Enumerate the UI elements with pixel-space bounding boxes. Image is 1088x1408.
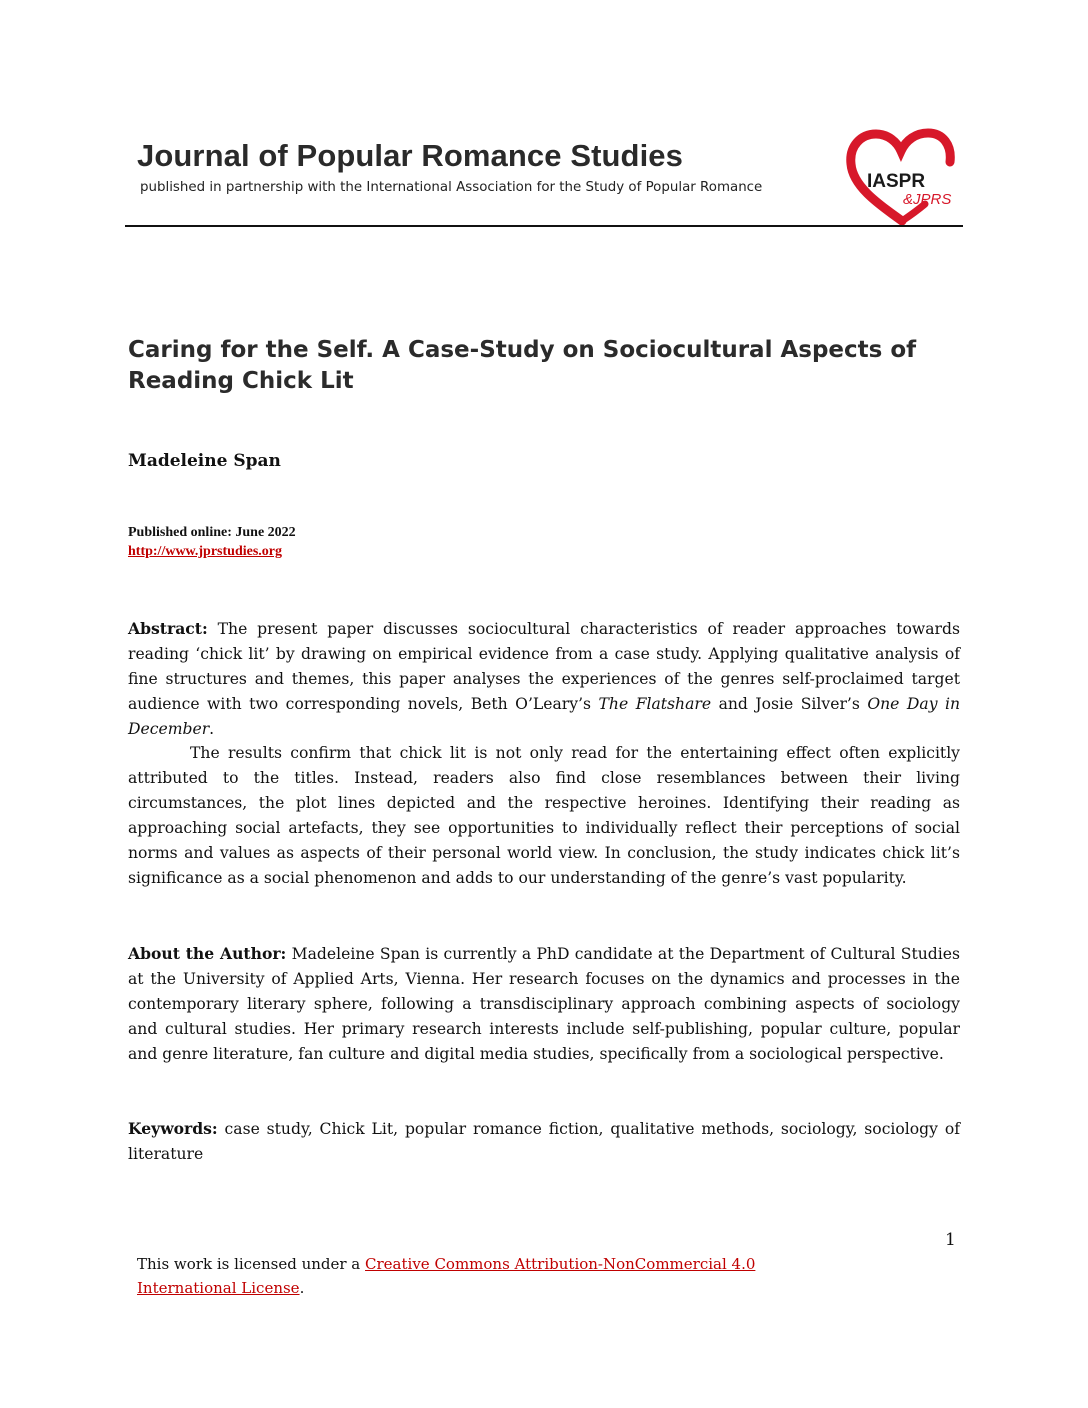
novel-title-one-day: One Day in December (128, 695, 961, 738)
abstract-and-text: and Josie Silver’s (718, 695, 860, 713)
journal-title: Journal of Popular Romance Studies (137, 138, 683, 173)
header-divider (125, 225, 963, 227)
about-author-label: About the Author: (128, 944, 287, 963)
license-link[interactable]: Creative Commons Attribution-NonCommercial 4.0 International License (137, 1255, 756, 1297)
journal-url-link[interactable]: http://www.jprstudies.org (128, 544, 283, 559)
license-prefix: This work is licensed under a (137, 1255, 361, 1273)
abstract-paragraph (128, 616, 960, 742)
about-author-text: Madeleine Span is currently a PhD candidate at the Department of Cultural Studies at the University of Applied Arts, Vienna. Her research focuses on the dynamics and processes in the contemporary literary sphere, following a transdisciplinary approach combining aspects of sociology and cultural studies. Her primary research interests include self-publishing, popular culture, popular and genre literature, fan culture and digital media studies, specifically from a sociological perspective. (128, 945, 960, 1063)
abstract-paragraph-2: The results confirm that chick lit is not only read for the entertaining effect often explicitly attributed to the titles. Instead, readers also find close resemblances between their living circumstances, the plot lines depicted and the respective heroines. Identifying their reading as approaching social artefacts, they see opportunities to individually reflect their perceptions of social norms and values as aspects of their personal world view. In conclusion, the study indicates chick lit’s significance as a social phenomenon and adds to our understanding of the genre’s vast popularity. (128, 744, 960, 887)
license-suffix: . (299, 1279, 305, 1297)
abstract-text: The present paper discusses sociocultural characteristics of reader approaches towards reading ‘chick lit’ by drawing on empirical evidence from a case study. Applying qualitative analysis of fine structures and themes, this paper analyses the experiences of the genres self-proclaimed target audience with two corresponding novels, Beth O’Leary’s (128, 620, 960, 713)
keywords-text: case study, Chick Lit, popular romance fiction, qualitative methods, sociology, sociology of literature (128, 1120, 960, 1163)
abstract-end: . (209, 720, 215, 738)
novel-title-flatshare: The Flatshare (598, 695, 712, 713)
page-number: 1 (945, 1230, 956, 1250)
published-date: Published online: June 2022 (128, 525, 296, 540)
keywords-label: Keywords: (128, 1119, 218, 1138)
license-notice (137, 1252, 857, 1300)
logo-text-line2: &JPRS (903, 191, 952, 208)
abstract-label: Abstract: (128, 619, 208, 638)
author-name: Madeleine Span (128, 451, 281, 471)
keywords-paragraph (128, 1116, 960, 1167)
iaspr-jprs-heart-logo (845, 124, 955, 228)
journal-subtitle: published in partnership with the International Association for the Study of Popular Romance (140, 180, 763, 195)
article-title: Caring for the Self. A Case-Study on Sociocultural Aspects of Reading Chick Lit (128, 337, 917, 394)
about-author-paragraph (128, 941, 960, 1067)
logo-text-line1: IASPR (867, 171, 926, 192)
